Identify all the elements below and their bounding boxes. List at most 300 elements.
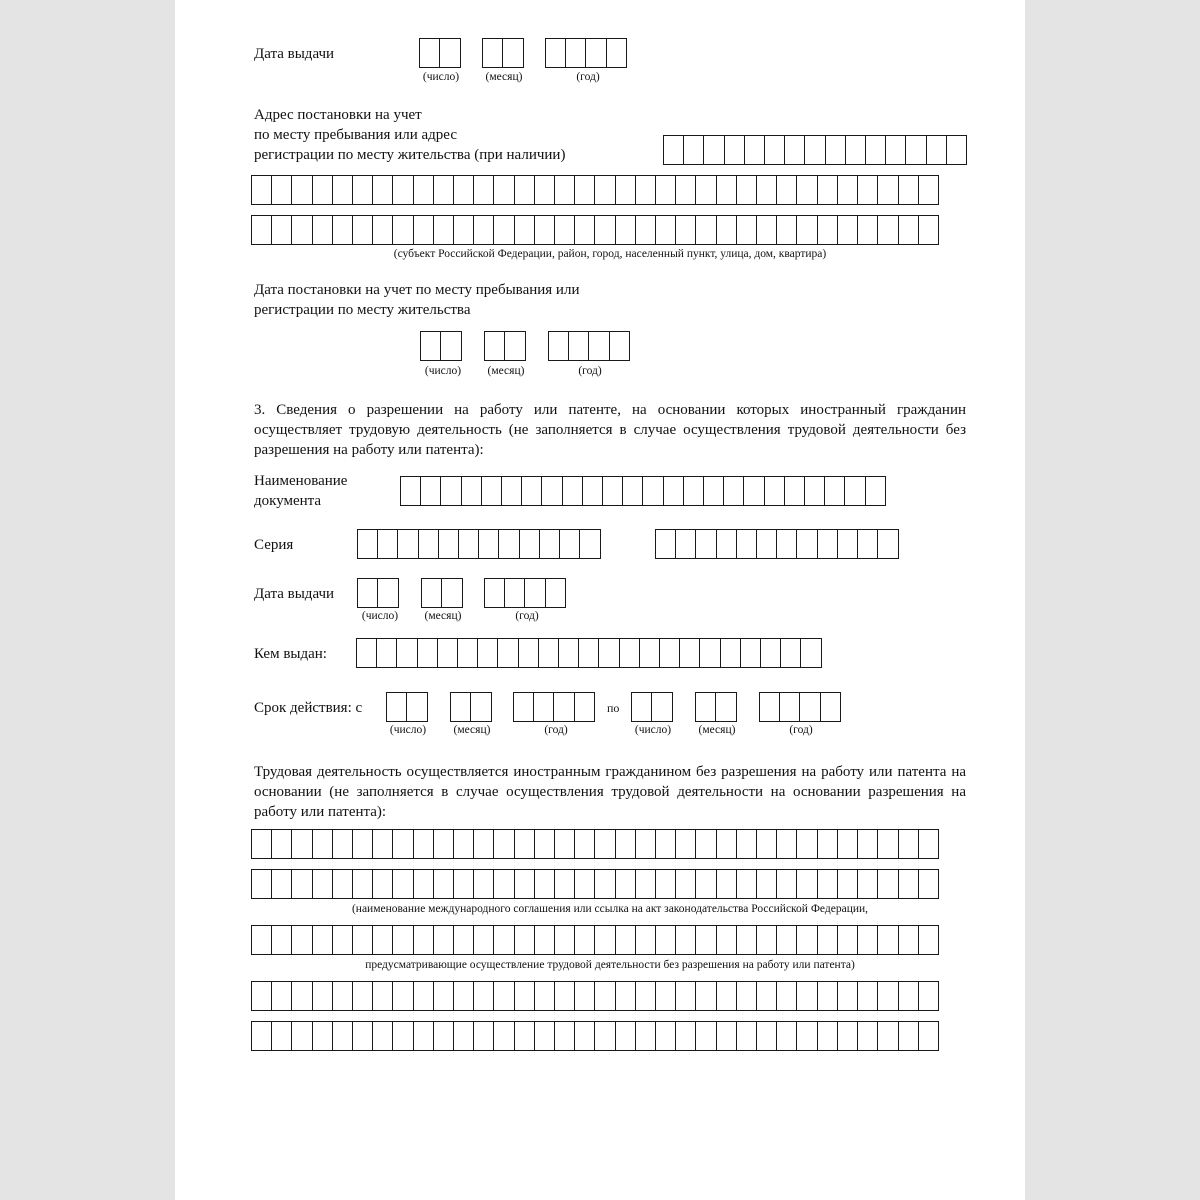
char-cell[interactable] [312,215,334,245]
char-cell[interactable] [679,638,701,668]
char-cell[interactable] [484,331,506,361]
char-cell[interactable] [433,829,455,859]
char-cell[interactable] [776,869,798,899]
char-cell[interactable] [538,638,560,668]
char-cell[interactable] [473,1021,495,1051]
char-cell[interactable] [554,175,576,205]
char-cell[interactable] [352,175,374,205]
char-cell[interactable] [635,869,657,899]
char-cell[interactable] [695,215,717,245]
char-cell[interactable] [655,829,677,859]
char-cell[interactable] [716,175,738,205]
char-cell[interactable] [776,981,798,1011]
char-cell[interactable] [825,135,847,165]
char-cell[interactable] [784,476,806,506]
char-cell[interactable] [453,869,475,899]
char-cell[interactable] [651,692,673,722]
char-cell[interactable] [392,1021,414,1051]
char-cell[interactable] [857,175,879,205]
char-cell[interactable] [784,135,806,165]
char-cell[interactable] [396,638,418,668]
char-cell[interactable] [764,476,786,506]
no-permit-field-row2[interactable] [251,869,939,899]
char-cell[interactable] [539,529,561,559]
char-cell[interactable] [675,829,697,859]
char-cell[interactable] [655,215,677,245]
char-cell[interactable] [703,135,725,165]
char-cell[interactable] [695,981,717,1011]
char-cell[interactable] [433,925,455,955]
char-cell[interactable] [695,829,717,859]
char-cell[interactable] [877,175,899,205]
char-cell[interactable] [458,529,480,559]
char-cell[interactable] [918,175,940,205]
char-cell[interactable] [715,692,737,722]
char-cell[interactable] [453,981,475,1011]
char-cell[interactable] [898,215,920,245]
char-cell[interactable] [433,175,455,205]
char-cell[interactable] [420,331,442,361]
char-cell[interactable] [695,925,717,955]
char-cell[interactable] [675,925,697,955]
char-cell[interactable] [433,981,455,1011]
char-cell[interactable] [602,476,624,506]
char-cell[interactable] [372,829,394,859]
char-cell[interactable] [440,331,462,361]
char-cell[interactable] [574,869,596,899]
char-cell[interactable] [631,692,653,722]
char-cell[interactable] [453,1021,475,1051]
char-cell[interactable] [659,638,681,668]
char-cell[interactable] [514,175,536,205]
char-cell[interactable] [703,476,725,506]
char-cell[interactable] [946,135,968,165]
char-cell[interactable] [372,981,394,1011]
char-cell[interactable] [756,215,778,245]
char-cell[interactable] [675,981,697,1011]
char-cell[interactable] [534,1021,556,1051]
char-cell[interactable] [251,981,273,1011]
char-cell[interactable] [413,869,435,899]
validity-from-month-field[interactable] [450,692,492,722]
char-cell[interactable] [716,829,738,859]
char-cell[interactable] [740,638,762,668]
char-cell[interactable] [251,925,273,955]
char-cell[interactable] [524,578,546,608]
char-cell[interactable] [493,869,515,899]
char-cell[interactable] [639,638,661,668]
char-cell[interactable] [877,829,899,859]
char-cell[interactable] [473,981,495,1011]
issue-date-year-field[interactable] [545,38,627,68]
char-cell[interactable] [865,135,887,165]
char-cell[interactable] [554,981,576,1011]
char-cell[interactable] [642,476,664,506]
char-cell[interactable] [513,692,535,722]
char-cell[interactable] [857,1021,879,1051]
char-cell[interactable] [606,38,628,68]
char-cell[interactable] [352,869,374,899]
char-cell[interactable] [271,829,293,859]
char-cell[interactable] [898,869,920,899]
char-cell[interactable] [796,1021,818,1051]
char-cell[interactable] [251,215,273,245]
char-cell[interactable] [377,578,399,608]
char-cell[interactable] [736,981,758,1011]
char-cell[interactable] [534,869,556,899]
char-cell[interactable] [357,529,379,559]
char-cell[interactable] [716,529,738,559]
char-cell[interactable] [635,175,657,205]
char-cell[interactable] [352,829,374,859]
char-cell[interactable] [418,529,440,559]
char-cell[interactable] [776,925,798,955]
char-cell[interactable] [695,1021,717,1051]
char-cell[interactable] [655,869,677,899]
char-cell[interactable] [251,1021,273,1051]
char-cell[interactable] [918,981,940,1011]
char-cell[interactable] [372,175,394,205]
char-cell[interactable] [655,981,677,1011]
issued-by-field[interactable] [356,638,822,668]
char-cell[interactable] [568,331,590,361]
char-cell[interactable] [898,829,920,859]
char-cell[interactable] [504,578,526,608]
char-cell[interactable] [796,869,818,899]
char-cell[interactable] [655,175,677,205]
char-cell[interactable] [356,638,378,668]
char-cell[interactable] [796,529,818,559]
char-cell[interactable] [716,925,738,955]
char-cell[interactable] [885,135,907,165]
address-field-row3[interactable] [251,215,939,245]
char-cell[interactable] [291,869,313,899]
validity-from-day-field[interactable] [386,692,428,722]
char-cell[interactable] [695,175,717,205]
char-cell[interactable] [663,476,685,506]
char-cell[interactable] [635,829,657,859]
char-cell[interactable] [413,829,435,859]
char-cell[interactable] [473,215,495,245]
char-cell[interactable] [857,925,879,955]
char-cell[interactable] [779,692,801,722]
char-cell[interactable] [559,529,581,559]
char-cell[interactable] [683,135,705,165]
char-cell[interactable] [438,529,460,559]
char-cell[interactable] [594,981,616,1011]
char-cell[interactable] [837,1021,859,1051]
char-cell[interactable] [453,175,475,205]
char-cell[interactable] [312,981,334,1011]
char-cell[interactable] [534,925,556,955]
char-cell[interactable] [450,692,472,722]
char-cell[interactable] [615,175,637,205]
char-cell[interactable] [582,476,604,506]
char-cell[interactable] [743,476,765,506]
char-cell[interactable] [439,38,461,68]
doc-name-field[interactable] [400,476,886,506]
char-cell[interactable] [796,175,818,205]
char-cell[interactable] [271,175,293,205]
char-cell[interactable] [635,1021,657,1051]
char-cell[interactable] [392,981,414,1011]
char-cell[interactable] [579,529,601,559]
char-cell[interactable] [352,981,374,1011]
char-cell[interactable] [554,1021,576,1051]
char-cell[interactable] [619,638,641,668]
char-cell[interactable] [615,869,637,899]
char-cell[interactable] [437,638,459,668]
issue-date-day-field[interactable] [419,38,461,68]
char-cell[interactable] [817,829,839,859]
char-cell[interactable] [473,829,495,859]
char-cell[interactable] [655,925,677,955]
char-cell[interactable] [695,529,717,559]
char-cell[interactable] [481,476,503,506]
char-cell[interactable] [695,692,717,722]
char-cell[interactable] [837,829,859,859]
char-cell[interactable] [251,175,273,205]
char-cell[interactable] [877,981,899,1011]
char-cell[interactable] [898,175,920,205]
char-cell[interactable] [433,215,455,245]
char-cell[interactable] [291,829,313,859]
char-cell[interactable] [421,578,443,608]
char-cell[interactable] [482,38,504,68]
char-cell[interactable] [406,692,428,722]
char-cell[interactable] [514,829,536,859]
char-cell[interactable] [392,869,414,899]
char-cell[interactable] [918,1021,940,1051]
address-field-row2[interactable] [251,175,939,205]
issue-date-month-field[interactable] [482,38,524,68]
char-cell[interactable] [756,925,778,955]
char-cell[interactable] [332,1021,354,1051]
char-cell[interactable] [736,1021,758,1051]
char-cell[interactable] [796,925,818,955]
char-cell[interactable] [565,38,587,68]
char-cell[interactable] [615,1021,637,1051]
permit-issue-date-year-field[interactable] [484,578,566,608]
char-cell[interactable] [585,38,607,68]
char-cell[interactable] [473,175,495,205]
char-cell[interactable] [817,869,839,899]
char-cell[interactable] [372,215,394,245]
char-cell[interactable] [574,925,596,955]
char-cell[interactable] [898,981,920,1011]
char-cell[interactable] [857,829,879,859]
char-cell[interactable] [332,829,354,859]
char-cell[interactable] [615,215,637,245]
char-cell[interactable] [804,135,826,165]
char-cell[interactable] [744,135,766,165]
no-permit-field-row5[interactable] [251,1021,939,1051]
char-cell[interactable] [918,925,940,955]
char-cell[interactable] [918,215,940,245]
registration-date-year-field[interactable] [548,331,630,361]
char-cell[interactable] [271,981,293,1011]
char-cell[interactable] [420,476,442,506]
char-cell[interactable] [392,175,414,205]
char-cell[interactable] [716,981,738,1011]
char-cell[interactable] [562,476,584,506]
char-cell[interactable] [545,578,567,608]
char-cell[interactable] [473,925,495,955]
registration-date-month-field[interactable] [484,331,526,361]
char-cell[interactable] [756,869,778,899]
char-cell[interactable] [518,638,540,668]
char-cell[interactable] [357,578,379,608]
char-cell[interactable] [477,638,499,668]
char-cell[interactable] [776,175,798,205]
char-cell[interactable] [413,925,435,955]
char-cell[interactable] [271,925,293,955]
char-cell[interactable] [817,981,839,1011]
char-cell[interactable] [588,331,610,361]
char-cell[interactable] [724,135,746,165]
char-cell[interactable] [716,215,738,245]
char-cell[interactable] [675,215,697,245]
char-cell[interactable] [413,981,435,1011]
char-cell[interactable] [413,175,435,205]
char-cell[interactable] [594,869,616,899]
char-cell[interactable] [796,981,818,1011]
char-cell[interactable] [332,981,354,1011]
char-cell[interactable] [675,1021,697,1051]
char-cell[interactable] [817,1021,839,1051]
char-cell[interactable] [291,981,313,1011]
char-cell[interactable] [413,215,435,245]
char-cell[interactable] [251,869,273,899]
char-cell[interactable] [776,529,798,559]
permit-issue-date-day-field[interactable] [357,578,399,608]
char-cell[interactable] [655,1021,677,1051]
no-permit-field-row1[interactable] [251,829,939,859]
char-cell[interactable] [548,331,570,361]
char-cell[interactable] [392,215,414,245]
char-cell[interactable] [736,175,758,205]
char-cell[interactable] [622,476,644,506]
char-cell[interactable] [312,175,334,205]
char-cell[interactable] [332,175,354,205]
char-cell[interactable] [594,1021,616,1051]
char-cell[interactable] [291,175,313,205]
char-cell[interactable] [377,529,399,559]
char-cell[interactable] [291,215,313,245]
char-cell[interactable] [723,476,745,506]
char-cell[interactable] [291,1021,313,1051]
char-cell[interactable] [837,529,859,559]
char-cell[interactable] [578,638,600,668]
char-cell[interactable] [521,476,543,506]
char-cell[interactable] [493,981,515,1011]
char-cell[interactable] [484,578,506,608]
char-cell[interactable] [817,215,839,245]
char-cell[interactable] [514,1021,536,1051]
char-cell[interactable] [493,829,515,859]
address-field-row1[interactable] [663,135,967,165]
char-cell[interactable] [615,981,637,1011]
char-cell[interactable] [756,175,778,205]
char-cell[interactable] [413,1021,435,1051]
char-cell[interactable] [898,1021,920,1051]
no-permit-field-row3[interactable] [251,925,939,955]
series-field[interactable] [357,529,601,559]
char-cell[interactable] [574,981,596,1011]
char-cell[interactable] [400,476,422,506]
char-cell[interactable] [554,869,576,899]
char-cell[interactable] [372,925,394,955]
char-cell[interactable] [799,692,821,722]
char-cell[interactable] [918,829,940,859]
char-cell[interactable] [312,829,334,859]
char-cell[interactable] [898,925,920,955]
char-cell[interactable] [453,829,475,859]
char-cell[interactable] [352,215,374,245]
char-cell[interactable] [926,135,948,165]
char-cell[interactable] [824,476,846,506]
char-cell[interactable] [736,829,758,859]
char-cell[interactable] [534,981,556,1011]
char-cell[interactable] [837,175,859,205]
char-cell[interactable] [441,578,463,608]
char-cell[interactable] [574,175,596,205]
char-cell[interactable] [857,981,879,1011]
char-cell[interactable] [372,1021,394,1051]
char-cell[interactable] [817,925,839,955]
char-cell[interactable] [574,829,596,859]
char-cell[interactable] [545,38,567,68]
char-cell[interactable] [594,829,616,859]
char-cell[interactable] [594,925,616,955]
char-cell[interactable] [251,829,273,859]
char-cell[interactable] [514,925,536,955]
char-cell[interactable] [675,529,697,559]
char-cell[interactable] [433,869,455,899]
char-cell[interactable] [392,829,414,859]
char-cell[interactable] [804,476,826,506]
char-cell[interactable] [736,869,758,899]
char-cell[interactable] [271,215,293,245]
char-cell[interactable] [756,1021,778,1051]
char-cell[interactable] [502,38,524,68]
char-cell[interactable] [574,692,596,722]
char-cell[interactable] [453,925,475,955]
char-cell[interactable] [312,869,334,899]
char-cell[interactable] [760,638,782,668]
validity-from-year-field[interactable] [513,692,595,722]
char-cell[interactable] [498,529,520,559]
char-cell[interactable] [497,638,519,668]
char-cell[interactable] [598,638,620,668]
char-cell[interactable] [533,692,555,722]
char-cell[interactable] [776,215,798,245]
char-cell[interactable] [615,925,637,955]
char-cell[interactable] [675,869,697,899]
char-cell[interactable] [372,869,394,899]
char-cell[interactable] [877,529,899,559]
char-cell[interactable] [796,215,818,245]
char-cell[interactable] [837,981,859,1011]
char-cell[interactable] [759,692,781,722]
char-cell[interactable] [776,1021,798,1051]
char-cell[interactable] [493,925,515,955]
permit-issue-date-month-field[interactable] [421,578,463,608]
char-cell[interactable] [857,529,879,559]
char-cell[interactable] [312,925,334,955]
char-cell[interactable] [519,529,541,559]
char-cell[interactable] [332,925,354,955]
